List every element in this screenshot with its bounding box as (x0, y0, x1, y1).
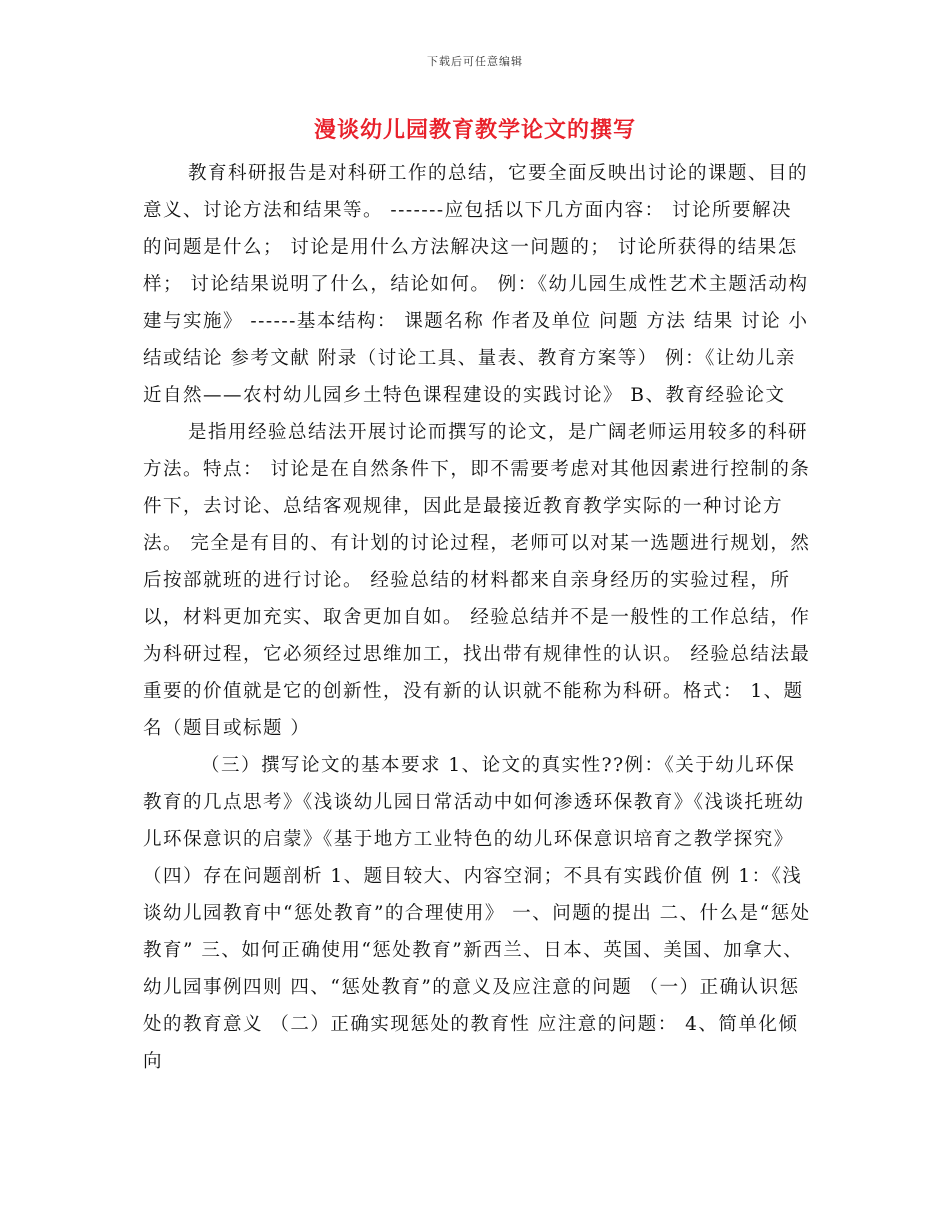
page-header-note: 下载后可任意编辑 (427, 55, 523, 68)
document-body (143, 155, 811, 1080)
paragraph: （三）撰写论文的基本要求 1、论文的真实性??例：《关于幼儿环保教育的几点思考》《浅谈幼儿园日常活动中如何渗透环保教育》《浅谈托班幼儿环保意识的启蒙》《基于地方工业特色的幼儿环保意识培育之教学探究》 （四）存在问题剖析 1、题目较大、内容空洞；不具有实践价值 例 1：《浅谈幼儿园教育中“惩处教育”的合理使用》 一、问题的提出 二、什么是“惩处教育” 三、如何正确使用“惩处教育”新西兰、日本、英国、美国、加拿大、幼儿园事例四则 四、“惩处教育”的意义及应注意的问题 （一）正确认识惩处的教育意义 （二）正确实现惩处的教育性 应注意的问题： 4、简单化倾向 (143, 755, 811, 1072)
paragraph: 教育科研报告是对科研工作的总结，它要全面反映出讨论的课题、目的意义、讨论方法和结果等。 -------应包括以下几方面内容： 讨论所要解决的问题是什么； 讨论是用什么方法解决这一问题的； 讨论所获得的结果怎样； 讨论结果说明了什么，结论如何。 例：《幼儿园生成性艺术主题活动构建与实施》 ------基本结构： 课题名称 作者及单位 问题 方法 结果 讨论 小结或结论 参考文献 附录（讨论工具、量表、教育方案等） 例：《让幼儿亲近自然——农村幼儿园乡土特色课程建设的实践讨论》 B、教育经验论文 (143, 163, 809, 406)
document-title: 漫谈幼儿园教育教学论文的撰写 (313, 117, 636, 143)
paragraph: 是指用经验总结法开展讨论而撰写的论文，是广阔老师运用较多的科研方法。特点： 讨论是在自然条件下，即不需要考虑对其他因素进行控制的条件下，去讨论、总结客观规律，因此是最接近教育教学实际的一种讨论方法。 完全是有目的、有计划的讨论过程，老师可以对某一选题进行规划，然后按部就班的进行讨论。 经验总结的材料都来自亲身经历的实验过程，所以，材料更加充实、取舍更加自如。 经验总结并不是一般性的工作总结，作为科研过程，它必须经过思维加工，找出带有规律性的认识。 经验总结法最重要的价值就是它的创新性，没有新的认识就不能称为科研。格式： 1、题名（题目或标题 ） (143, 422, 811, 739)
